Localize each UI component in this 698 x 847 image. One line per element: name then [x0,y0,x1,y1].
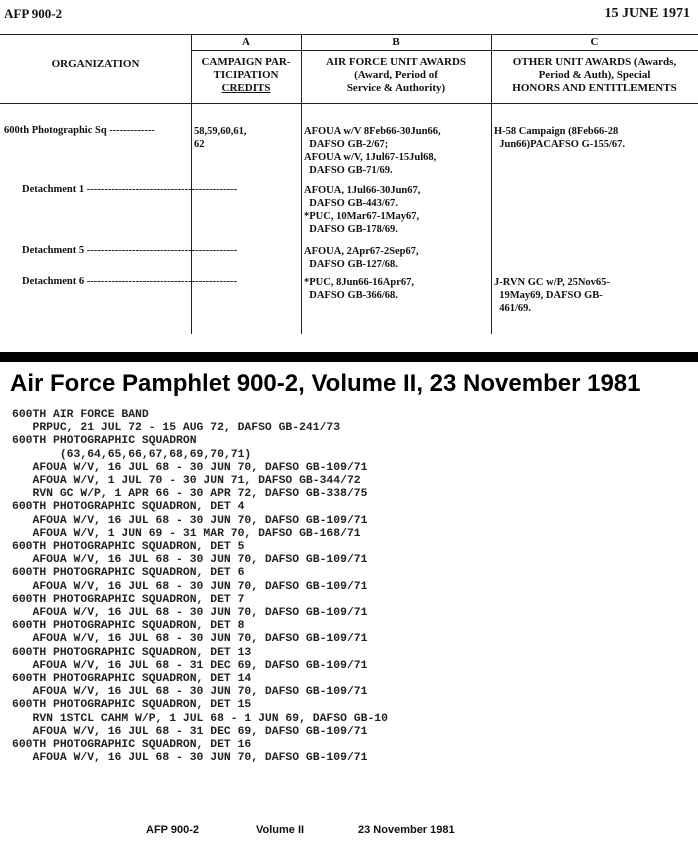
table-row-credits: 58,59,60,61, 62 [194,126,247,150]
list-item: 600TH PHOTOGRAPHIC SQUADRON [12,435,197,448]
unit-awards-header: AIR FORCE UNIT AWARDS (Award, Period of Service & Authority) [325,56,467,94]
table-row-unit-awards: AFOUA w/V 8Feb66-30Jun66, DAFSO GB-2/67; AFOUA w/V, 1Jul67-15Jul68, DAFSO GB-71/69. [304,126,441,176]
list-item: RVN GC W/P, 1 APR 66 - 30 APR 72, DAFSO GB-338/75 [12,488,368,501]
list-item: 600TH AIR FORCE BAND [12,409,149,421]
table-row-unit-awards: AFOUA, 1Jul66-30Jun67, DAFSO GB-443/67. *PUC, 10Mar67-1May67, DAFSO GB-178/69. [304,185,421,235]
list-item: AFOUA W/V, 16 JUL 68 - 30 JUN 70, DAFSO GB-109/71 [12,686,368,699]
awards-table [0,34,698,334]
list-item: 600TH PHOTOGRAPHIC SQUADRON, DET 6 [12,567,245,580]
list-item: 600TH PHOTOGRAPHIC SQUADRON, DET 7 [12,593,245,606]
list-item: 600TH PHOTOGRAPHIC SQUADRON, DET 4 [12,501,245,514]
page-header-right: 15 JUNE 1971 [604,6,690,21]
list-item: AFOUA W/V, 16 JUL 68 - 30 JUN 70, DAFSO GB-109/71 [12,461,368,474]
footer-pamphlet: AFP 900-2 [146,824,199,836]
column-letter-c: C [590,36,599,48]
list-item: 600TH PHOTOGRAPHIC SQUADRON, DET 13 [12,646,252,659]
list-item: (63,64,65,66,67,68,69,70,71) [12,448,252,461]
table-row-unit-awards: *PUC, 8Jun66-16Apr67, DAFSO GB-366/68. [304,277,414,301]
list-item: AFOUA W/V, 16 JUL 68 - 30 JUN 70, DAFSO GB-109/71 [12,554,368,567]
list-item: PRPUC, 21 JUL 72 - 15 AUG 72, DAFSO GB-241/73 [12,422,341,435]
list-item: AFOUA W/V, 16 JUL 68 - 31 DEC 69, DAFSO GB-109/71 [12,659,368,672]
column-letter-b: B [392,36,400,48]
table-row-org: Detachment 1 ------------------------------------------- [22,184,238,195]
campaign-credits-header: CAMPAIGN PAR- TICIPATION CREDITS [201,56,291,94]
footer-volume: Volume II [256,824,305,836]
section-title: Air Force Pamphlet 900-2, Volume II, 23 November 1981 [10,370,641,397]
letter-row-rule [191,50,698,51]
list-item: 600TH PHOTOGRAPHIC SQUADRON, DET 8 [12,620,245,633]
list-item: AFOUA W/V, 16 JUL 68 - 30 JUN 70, DAFSO GB-109/71 [12,514,368,527]
table-row-org: Detachment 6 ------------------------------------------- [22,276,238,287]
table-top-rule [0,34,698,35]
list-item: AFOUA W/V, 16 JUL 68 - 30 JUN 70, DAFSO GB-109/71 [12,633,368,646]
table-row-org: Detachment 5 ------------------------------------------- [22,245,238,256]
list-item: AFOUA W/V, 1 JUN 69 - 31 MAR 70, DAFSO GB-168/71 [12,527,361,540]
list-item: AFOUA W/V, 16 JUL 68 - 30 JUN 70, DAFSO GB-109/71 [12,580,368,593]
list-item: 600TH PHOTOGRAPHIC SQUADRON, DET 15 [12,699,252,712]
table-row-unit-awards: AFOUA, 2Apr67-2Sep67, DAFSO GB-127/68. [304,246,419,270]
list-item: 600TH PHOTOGRAPHIC SQUADRON, DET 16 [12,739,252,752]
page-header-left: AFP 900-2 [4,6,63,21]
header-bottom-rule [0,103,698,104]
list-item: 600TH PHOTOGRAPHIC SQUADRON, DET 5 [12,541,245,554]
table-row-org: 600th Photographic Sq ------------- [4,125,155,136]
awards-listing [12,409,388,765]
table-row-other-awards: H-58 Campaign (8Feb66-28 Jun66)PACAFSO G-155/67. [494,126,626,150]
column-letter-a: A [242,36,250,48]
list-item: RVN 1STCL CAHM W/P, 1 JUL 68 - 1 JUN 69, DAFSO GB-10 [12,712,388,725]
other-awards-header: OTHER UNIT AWARDS (Awards, Period & Auth), Special HONORS AND ENTITLEMENTS [512,56,677,94]
footer-date: 23 November 1981 [358,824,455,836]
list-item: AFOUA W/V, 16 JUL 68 - 30 JUN 70, DAFSO GB-109/71 [12,752,368,765]
list-item: AFOUA W/V, 1 JUL 70 - 30 JUN 71, DAFSO GB-344/72 [12,475,361,488]
list-item: 600TH PHOTOGRAPHIC SQUADRON, DET 14 [12,673,252,686]
section-divider-bar [0,352,698,362]
list-item: AFOUA W/V, 16 JUL 68 - 31 DEC 69, DAFSO GB-109/71 [12,725,368,738]
table-row-other-awards: J-RVN GC w/P, 25Nov65- 19May69, DAFSO GB- 461/69. [494,277,610,314]
organization-header: ORGANIZATION [51,58,140,70]
list-item: AFOUA W/V, 16 JUL 68 - 30 JUN 70, DAFSO GB-109/71 [12,607,368,620]
